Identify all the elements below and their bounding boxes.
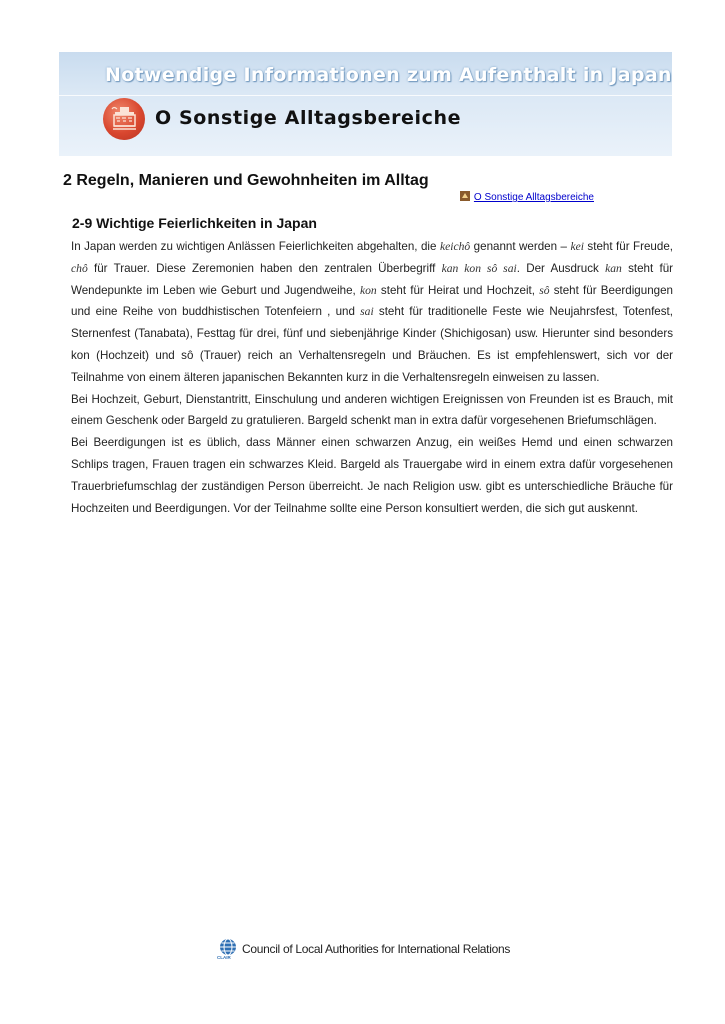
term-kankonsosai: kan kon sô sai <box>441 261 517 275</box>
term-keicho: keichô <box>439 240 471 253</box>
term-sai: sai <box>360 305 374 319</box>
section-title: 2 Regeln, Manieren und Gewohnheiten im Alltag <box>63 172 429 189</box>
footer-logo-text: CLAIR <box>217 955 231 960</box>
up-arrow-icon <box>460 191 470 201</box>
term-cho: chô <box>71 261 88 275</box>
term-kon: kon <box>359 283 377 297</box>
term-kei: kei <box>570 240 584 253</box>
subsection-title: 2-9 Wichtige Feierlichkeiten in Japan <box>72 215 317 231</box>
breadcrumb <box>460 191 594 203</box>
paragraph-1: In Japan werden zu wichtigen Anlässen Feierlichkeiten abgehalten, die keichô genannt werden – kei steht für Freude, chô für Trauer. Diese Zeremonien haben den zentralen Überbegriff kan kon sô sai. Der Ausdruck kan steht für Wendepunkte im Leben wie Geburt und Jugendweihe, kon steht für Heirat und Hochzeit, sô steht für Beerdigungen und eine Reihe von buddhistischen Totenfeiern , und sai steht für traditionelle Feste wie Neujahrsfest, Totenfest, Sternenfest (Tanabata), Festtag für drei, fünf und siebenjährige Kinder (Shichigosan) usw. Hierunter sind besonders kon (Hochzeit) und sô (Trauer) reich an Verhaltensregeln und Bräuchen. Es ist empfehlenswert, sich vor der Teilnahme von einem älteren japanischen Bekannten kurz in die Verhaltensregeln einweisen zu lassen. <box>71 240 674 384</box>
paragraph-3: Bei Beerdigungen ist es üblich, dass Männer einen schwarzen Anzug, ein weißes Hemd und einen schwarzen Schlips tragen, Frauen tragen ein schwarzes Kleid. Bargeld als Trauergabe wird in einem extra dafür vorgesehenen Trauerbriefumschlag der zuständigen Person überreicht. Je nach Religion usw. gibt es unterschiedliche Bräuche für Hochzeiten und Beerdigungen. Vor der Teilnahme sollte eine Person konsultiert werden, die sich gut auskennt. <box>71 436 673 515</box>
header-subtitle: O Sonstige Alltagsbereiche <box>155 107 462 129</box>
term-so: sô <box>539 283 550 297</box>
shop-icon <box>103 98 145 140</box>
footer-text: Council of Local Authorities for International Relations <box>242 942 511 956</box>
header-divider <box>59 95 672 96</box>
paragraph-2: Bei Hochzeit, Geburt, Dienstantritt, Einschulung und anderen wichtigen Ereignissen von Freunden ist es Brauch, mit einem Geschenk oder Bargeld zu gratulieren. Bargeld schenkt man in extra dafür vorgesehenen Briefumschlägen. <box>71 392 673 428</box>
term-kan: kan <box>605 261 622 275</box>
header-title: Notwendige Informationen zum Aufenthalt in Japan <box>105 64 672 86</box>
breadcrumb-link[interactable]: O Sonstige Alltagsbereiche <box>473 192 594 203</box>
body-text <box>71 236 673 519</box>
